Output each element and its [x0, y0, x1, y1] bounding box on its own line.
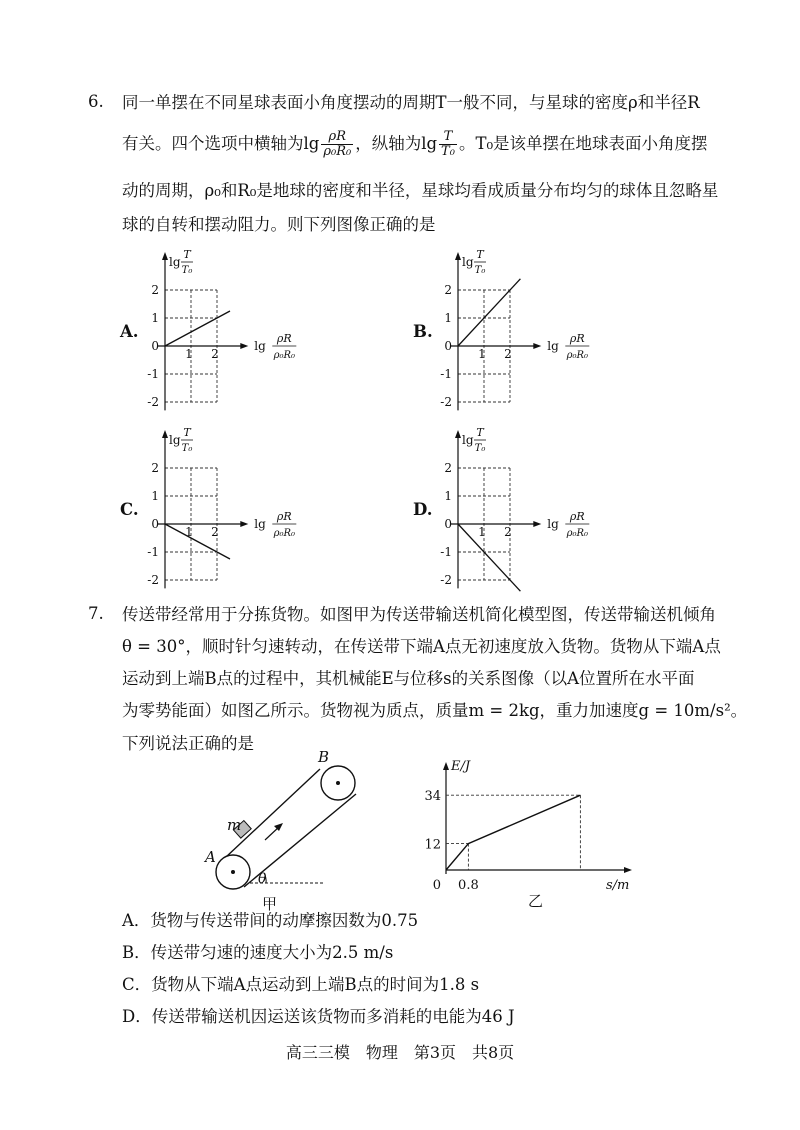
y-axis-label-prefix: lg: [169, 255, 181, 269]
x-tick-label: 2: [211, 347, 219, 361]
y-axis-label-num: T: [476, 426, 484, 439]
caption-yi: 乙: [528, 892, 544, 910]
x-axis-arrow: [624, 867, 632, 873]
y-tick-label: -2: [440, 573, 452, 587]
x-axis-arrow: [240, 521, 248, 527]
x-tick-label: 2: [211, 525, 219, 539]
option-d-label: D.: [413, 500, 433, 519]
y-tick-label: 2: [151, 461, 159, 475]
graph-d: [423, 426, 623, 596]
q7-choice-a: A．货物与传送带间的动摩擦因数为0.75: [122, 911, 419, 930]
y-tick-label: 1: [444, 311, 452, 325]
data-line: [165, 524, 230, 559]
y-tick-label: -2: [147, 395, 159, 409]
x-axis-label-prefix: lg: [254, 339, 266, 353]
x-tick-label: 1: [478, 347, 486, 361]
y-tick-label: -1: [147, 367, 159, 381]
y-tick-label: -2: [147, 573, 159, 587]
y-axis-label-num: T: [183, 248, 191, 261]
x-axis-label-den: ρ₀R₀: [273, 528, 296, 539]
data-line: [165, 311, 230, 346]
q6-text-line2: 有关。四个选项中横轴为lg $\frac{\rho R}{\text{ρ₀R₀}}$ ，纵轴为lg $\frac{T}{\text{T₀}}$ 。T₀是该单摆在地球表面小角度摆: [122, 129, 708, 159]
question-7-number: 7.: [88, 604, 104, 623]
option-a-label: A.: [120, 322, 139, 341]
q7-choice-d: D．传送带输送机因运送该货物而多消耗的电能为46 J: [122, 1007, 515, 1026]
y-tick-label: 1: [151, 489, 159, 503]
y-axis-arrow: [162, 252, 168, 260]
y-tick-label: 0: [151, 517, 159, 531]
y-axis-arrow: [443, 762, 449, 770]
x-tick-label: 1: [185, 347, 193, 361]
x-tick-label: 1: [185, 525, 193, 539]
x-tick-label: 2: [504, 347, 512, 361]
y-tick-label: 2: [444, 283, 452, 297]
x-tick-label: 2: [504, 525, 512, 539]
y-axis-label-num: T: [476, 248, 484, 261]
x-axis-label-den: ρ₀R₀: [273, 350, 296, 361]
y-tick-label: 0: [444, 339, 452, 353]
label-a: A: [205, 848, 216, 866]
y-axis-arrow: [162, 430, 168, 438]
y-axis-arrow: [455, 430, 461, 438]
y-tick-label: 1: [151, 311, 159, 325]
q7-text-line5: 下列说法正确的是: [122, 734, 254, 753]
x-axis-arrow: [533, 343, 541, 349]
graph-b: [423, 248, 623, 418]
x-axis-arrow: [240, 343, 248, 349]
x-tick-label: 0.8: [458, 878, 479, 893]
question-6-number: 6.: [88, 92, 104, 111]
x-axis-label-num: ρR: [569, 332, 585, 345]
y-tick-label: 12: [424, 837, 441, 853]
page-footer: 高三三模 物理 第3页 共8页: [285, 1043, 515, 1062]
y-axis-label-den: T₀: [474, 265, 486, 276]
x-axis-label-prefix: lg: [254, 517, 266, 531]
y-axis-label-den: T₀: [181, 443, 193, 454]
y-axis-label-prefix: lg: [462, 255, 474, 269]
caption-jia: 甲: [262, 895, 278, 913]
figure-yi-energy-graph: [420, 760, 660, 910]
q7-text-line4: 为零势能面）如图乙所示。货物视为质点，质量m = 2kg，重力加速度g = 10m/s²。: [122, 701, 748, 720]
x-axis-label-num: ρR: [276, 332, 292, 345]
q6-text-line1: 同一单摆在不同星球表面小角度摆动的周期T一般不同，与星球的密度ρ和半径R: [122, 93, 700, 112]
q6-text-line4: 球的自转和摆动阻力。则下列图像正确的是: [122, 215, 436, 234]
y-tick-label: 34: [424, 789, 441, 805]
graph-c: [130, 426, 330, 596]
graph-a: [130, 248, 330, 418]
x-axis-arrow: [533, 521, 541, 527]
y-tick-label: 2: [444, 461, 452, 475]
y-tick-label: -1: [440, 367, 452, 381]
option-b-label: B.: [413, 322, 433, 341]
data-line: [458, 279, 520, 346]
label-theta: θ: [258, 871, 267, 887]
x-axis-label: s/m: [606, 878, 630, 893]
y-axis-label: E/J: [451, 759, 471, 774]
label-b: B: [318, 748, 330, 766]
x-axis-label-num: ρR: [276, 510, 292, 523]
y-axis-label-den: T₀: [181, 265, 193, 276]
y-axis-label-den: T₀: [474, 443, 486, 454]
y-tick-label: 2: [151, 283, 159, 297]
y-tick-label: 0: [444, 517, 452, 531]
y-tick-label: 0: [151, 339, 159, 353]
x-axis-label-prefix: lg: [547, 339, 559, 353]
x-axis-label-den: ρ₀R₀: [566, 350, 589, 361]
y-tick-label: -2: [440, 395, 452, 409]
x-axis-label-den: ρ₀R₀: [566, 528, 589, 539]
label-m: m: [227, 816, 242, 834]
q7-choice-c: C．货物从下端A点运动到上端B点的时间为1.8 s: [122, 975, 480, 994]
y-axis-label-prefix: lg: [169, 433, 181, 447]
y-tick-label: -1: [440, 545, 452, 559]
q7-text-line2: θ = 30°，顺时针匀速转动，在传送带下端A点无初速度放入货物。货物从下端A点: [122, 637, 721, 656]
q7-choice-b: B．传送带匀速的速度大小为2.5 m/s: [122, 943, 394, 962]
y-axis-arrow: [455, 252, 461, 260]
y-tick-label: -1: [147, 545, 159, 559]
y-axis-label-prefix: lg: [462, 433, 474, 447]
origin-label: 0: [432, 878, 441, 893]
data-line: [446, 795, 580, 870]
x-axis-label-prefix: lg: [547, 517, 559, 531]
y-tick-label: 1: [444, 489, 452, 503]
q7-text-line3: 运动到上端B点的过程中，其机械能E与位移s的关系图像（以A位置所在水平面: [122, 669, 695, 688]
y-axis-label-num: T: [183, 426, 191, 439]
figure-jia-conveyor: [200, 748, 370, 913]
q6-text-line3: 动的周期，ρ₀和R₀是地球的密度和半径，星球均看成质量分布均匀的球体且忽略星: [122, 181, 719, 200]
x-tick-label: 1: [478, 525, 486, 539]
q7-text-line1: 传送带经常用于分拣货物。如图甲为传送带输送机简化模型图，传送带输送机倾角: [122, 605, 716, 624]
x-axis-label-num: ρR: [569, 510, 585, 523]
option-c-label: C.: [120, 500, 139, 519]
